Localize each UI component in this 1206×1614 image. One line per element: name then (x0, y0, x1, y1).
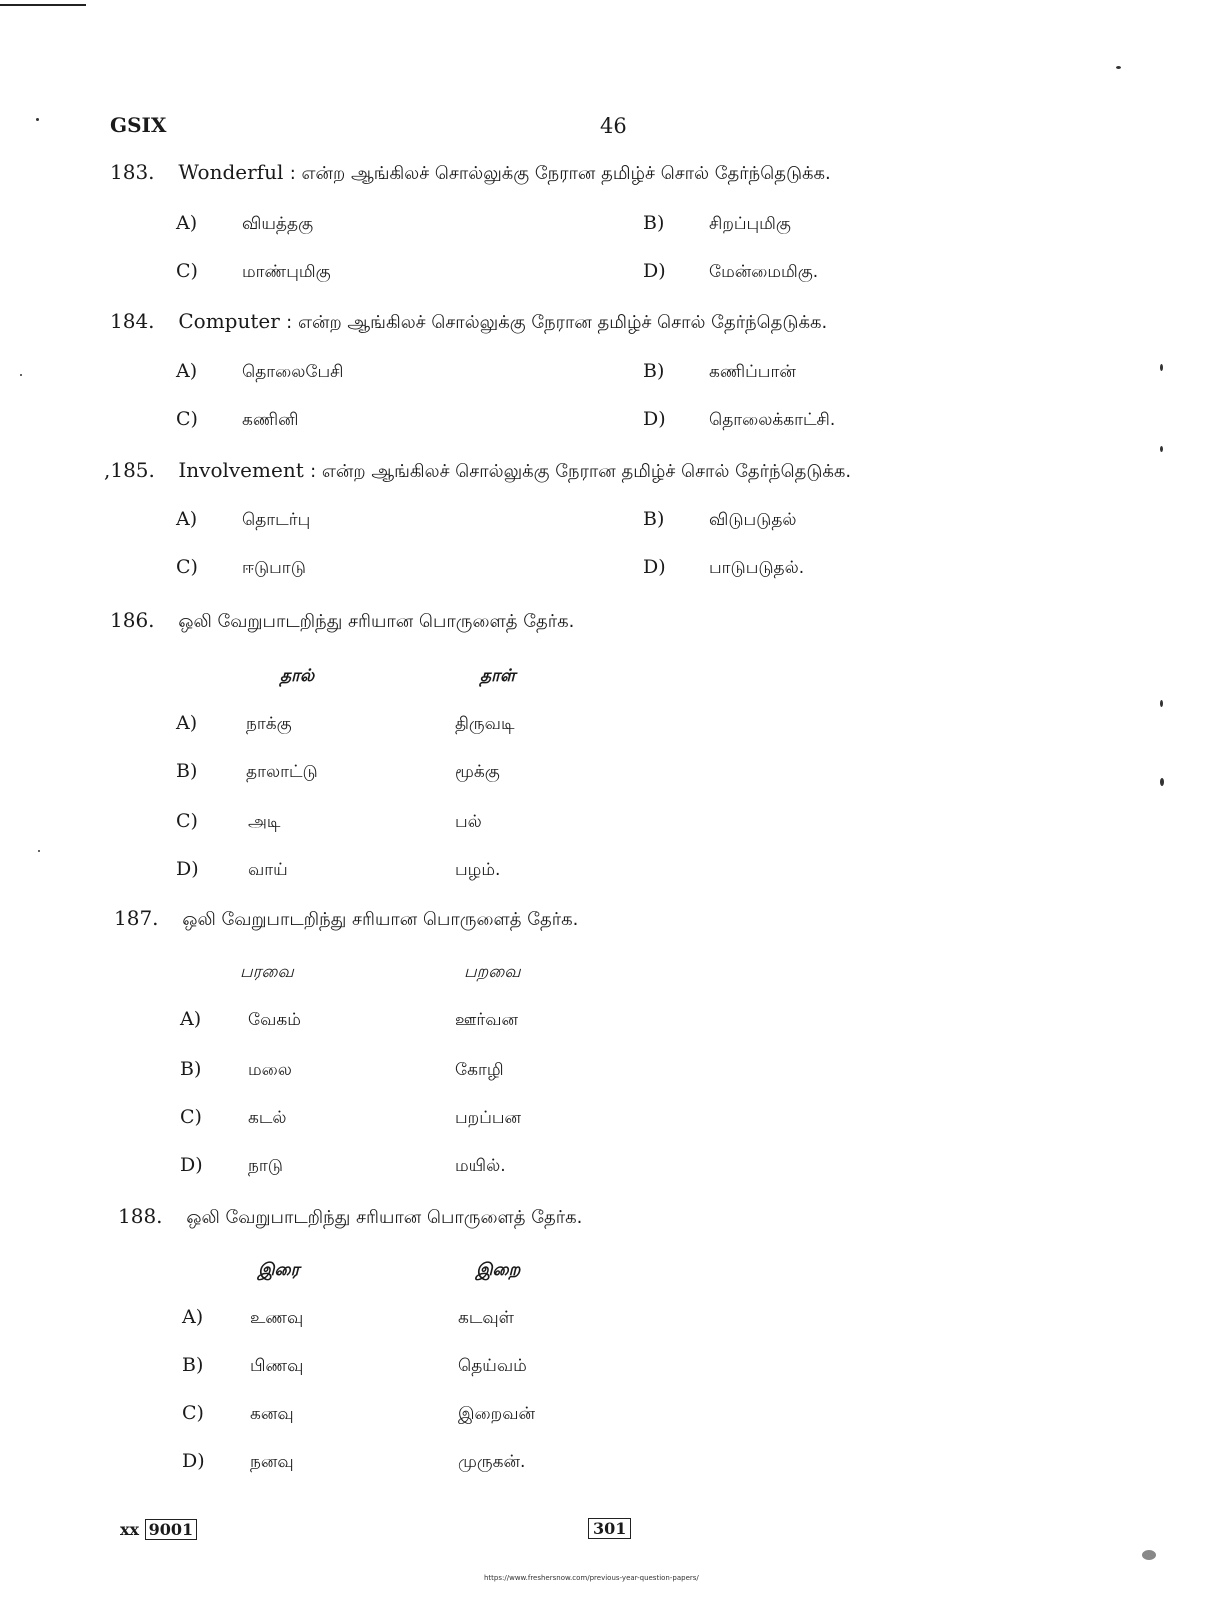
option-value: பாடுபடுதல். (709, 558, 805, 578)
question-185 (104, 458, 851, 484)
question-number: 187. (114, 906, 159, 930)
option-c (176, 408, 299, 432)
option-c-term-2: பறப்பன (455, 1108, 522, 1128)
option-d-term-2: மயில். (455, 1156, 506, 1176)
corner-rule (0, 4, 86, 6)
option-b-term-2: தெய்வம் (458, 1356, 527, 1376)
question-number: 186. (110, 608, 155, 632)
option-c-term-1: கடல் (248, 1108, 287, 1128)
option-value: தொடர்பு (242, 510, 311, 530)
booklet-prefix: xx (120, 1520, 140, 1539)
sheet-number: 301 (588, 1518, 631, 1539)
option-letter: C) (176, 408, 198, 430)
option-value: தொலைபேசி (242, 362, 344, 382)
booklet-number: 9001 (145, 1519, 198, 1540)
option-c-term-1: கனவு (250, 1404, 294, 1424)
question-text: ஒலி வேறுபாடறிந்து சரியான பொருளைத் தேர்க. (186, 1207, 583, 1228)
option-d-term-2: பழம். (455, 860, 501, 880)
option-letter: B) (176, 760, 198, 782)
series-code: GSIX (110, 113, 167, 137)
column-head-2: பறவை (464, 962, 521, 982)
question-text: : என்ற ஆங்கிலச் சொல்லுக்கு நேரான தமிழ்ச் சொல் தேர்ந்தெடுக்க. (310, 461, 852, 482)
english-word: Wonderful (178, 160, 284, 184)
option-letter: A) (176, 212, 198, 234)
option-c (176, 810, 242, 832)
option-b (182, 1354, 248, 1376)
question-188 (118, 1204, 582, 1230)
option-d (176, 858, 242, 880)
option-a-term-1: வேகம் (248, 1010, 301, 1030)
option-letter: C) (176, 556, 198, 578)
option-c (182, 1402, 248, 1424)
scan-speck (1116, 66, 1121, 69)
booklet-code (120, 1520, 197, 1539)
option-d-term-2: முருகன். (458, 1452, 526, 1472)
option-d (643, 408, 835, 432)
option-a (180, 1008, 246, 1030)
option-a (176, 508, 310, 532)
question-text: ஒலி வேறுபாடறிந்து சரியான பொருளைத் தேர்க. (182, 909, 579, 930)
option-a (176, 212, 313, 236)
option-c (176, 260, 331, 284)
option-a (182, 1306, 248, 1328)
option-c (180, 1106, 246, 1128)
option-value: விடுபடுதல் (709, 510, 797, 530)
option-a (176, 360, 343, 384)
option-letter: B) (643, 508, 665, 530)
option-value: ஈடுபாடு (242, 558, 306, 578)
option-b (643, 212, 791, 236)
option-letter: D) (176, 858, 199, 880)
column-head-1: பரவை (240, 962, 294, 982)
question-text: : என்ற ஆங்கிலச் சொல்லுக்கு நேரான தமிழ்ச் சொல் தேர்ந்தெடுக்க. (289, 163, 831, 184)
option-d-term-1: நாடு (248, 1156, 283, 1176)
option-letter: A) (176, 712, 198, 734)
option-b (643, 360, 796, 384)
page-number: 46 (600, 114, 627, 138)
option-d-term-1: வாய் (248, 860, 288, 880)
source-url: https://www.freshersnow.com/previous-year-question-papers/ (484, 1574, 699, 1582)
scan-speck (1142, 1550, 1156, 1560)
option-value: தொலைக்காட்சி. (709, 410, 836, 430)
option-b-term-1: தாலாட்டு (246, 762, 318, 782)
option-b-term-2: கோழி (455, 1060, 504, 1080)
option-d (182, 1450, 248, 1472)
option-b (176, 760, 242, 782)
option-value: கணினி (242, 410, 299, 430)
option-b-term-1: மலை (248, 1060, 292, 1080)
option-d (180, 1154, 246, 1176)
scan-speck (1160, 778, 1164, 786)
option-value: சிறப்புமிகு (709, 214, 791, 234)
option-b-term-1: பிணவு (250, 1356, 304, 1376)
option-a-term-2: திருவடி (455, 714, 515, 734)
option-letter: C) (176, 260, 198, 282)
option-letter: D) (182, 1450, 205, 1472)
option-letter: A) (176, 360, 198, 382)
option-d-term-1: நனவு (250, 1452, 294, 1472)
question-184 (110, 309, 827, 335)
column-head-2: தாள் (480, 666, 516, 686)
option-letter: C) (180, 1106, 202, 1128)
option-letter: A) (180, 1008, 202, 1030)
option-letter: D) (643, 260, 666, 282)
option-value: கணிப்பான் (709, 362, 796, 382)
english-word: Computer (178, 309, 280, 333)
column-head-1: தால் (280, 666, 315, 686)
option-letter: C) (182, 1402, 204, 1424)
option-c-term-2: பல் (455, 812, 482, 832)
option-b-term-2: மூக்கு (455, 762, 500, 782)
question-186 (110, 608, 574, 634)
option-a (176, 712, 242, 734)
question-187 (114, 906, 578, 932)
option-letter: B) (180, 1058, 202, 1080)
option-value: மேன்மைமிகு. (709, 262, 819, 282)
question-number: 183. (110, 160, 155, 184)
option-a-term-2: ஊர்வன (455, 1010, 519, 1030)
option-letter: A) (182, 1306, 204, 1328)
option-a-term-1: உணவு (250, 1308, 304, 1328)
option-a-term-2: கடவுள் (458, 1308, 515, 1328)
question-text: : என்ற ஆங்கிலச் சொல்லுக்கு நேரான தமிழ்ச் சொல் தேர்ந்தெடுக்க. (286, 312, 828, 333)
option-b (180, 1058, 246, 1080)
option-letter: D) (180, 1154, 203, 1176)
column-head-2: இறை (476, 1260, 521, 1280)
option-c-term-1: அடி (248, 812, 281, 832)
question-number: 188. (118, 1204, 163, 1228)
option-value: மாண்புமிகு (242, 262, 331, 282)
question-text: ஒலி வேறுபாடறிந்து சரியான பொருளைத் தேர்க. (178, 611, 575, 632)
scan-speck (1160, 446, 1163, 452)
option-c-term-2: இறைவன் (458, 1404, 535, 1424)
question-183 (110, 160, 831, 186)
option-c (176, 556, 306, 580)
scan-speck (1160, 364, 1163, 371)
scan-speck (36, 118, 39, 121)
english-word: Involvement (178, 458, 304, 482)
option-d (643, 260, 818, 284)
option-letter: C) (176, 810, 198, 832)
option-letter: B) (182, 1354, 204, 1376)
scan-speck (20, 374, 22, 376)
option-value: வியத்தகு (242, 214, 314, 234)
question-number: ,185. (104, 458, 155, 482)
option-d (643, 556, 804, 580)
scan-speck (1160, 700, 1163, 707)
question-number: 184. (110, 309, 155, 333)
option-letter: D) (643, 408, 666, 430)
option-a-term-1: நாக்கு (246, 714, 292, 734)
option-b (643, 508, 797, 532)
option-letter: D) (643, 556, 666, 578)
option-letter: B) (643, 212, 665, 234)
option-letter: B) (643, 360, 665, 382)
column-head-1: இரை (258, 1260, 300, 1280)
scan-speck (38, 850, 40, 852)
option-letter: A) (176, 508, 198, 530)
